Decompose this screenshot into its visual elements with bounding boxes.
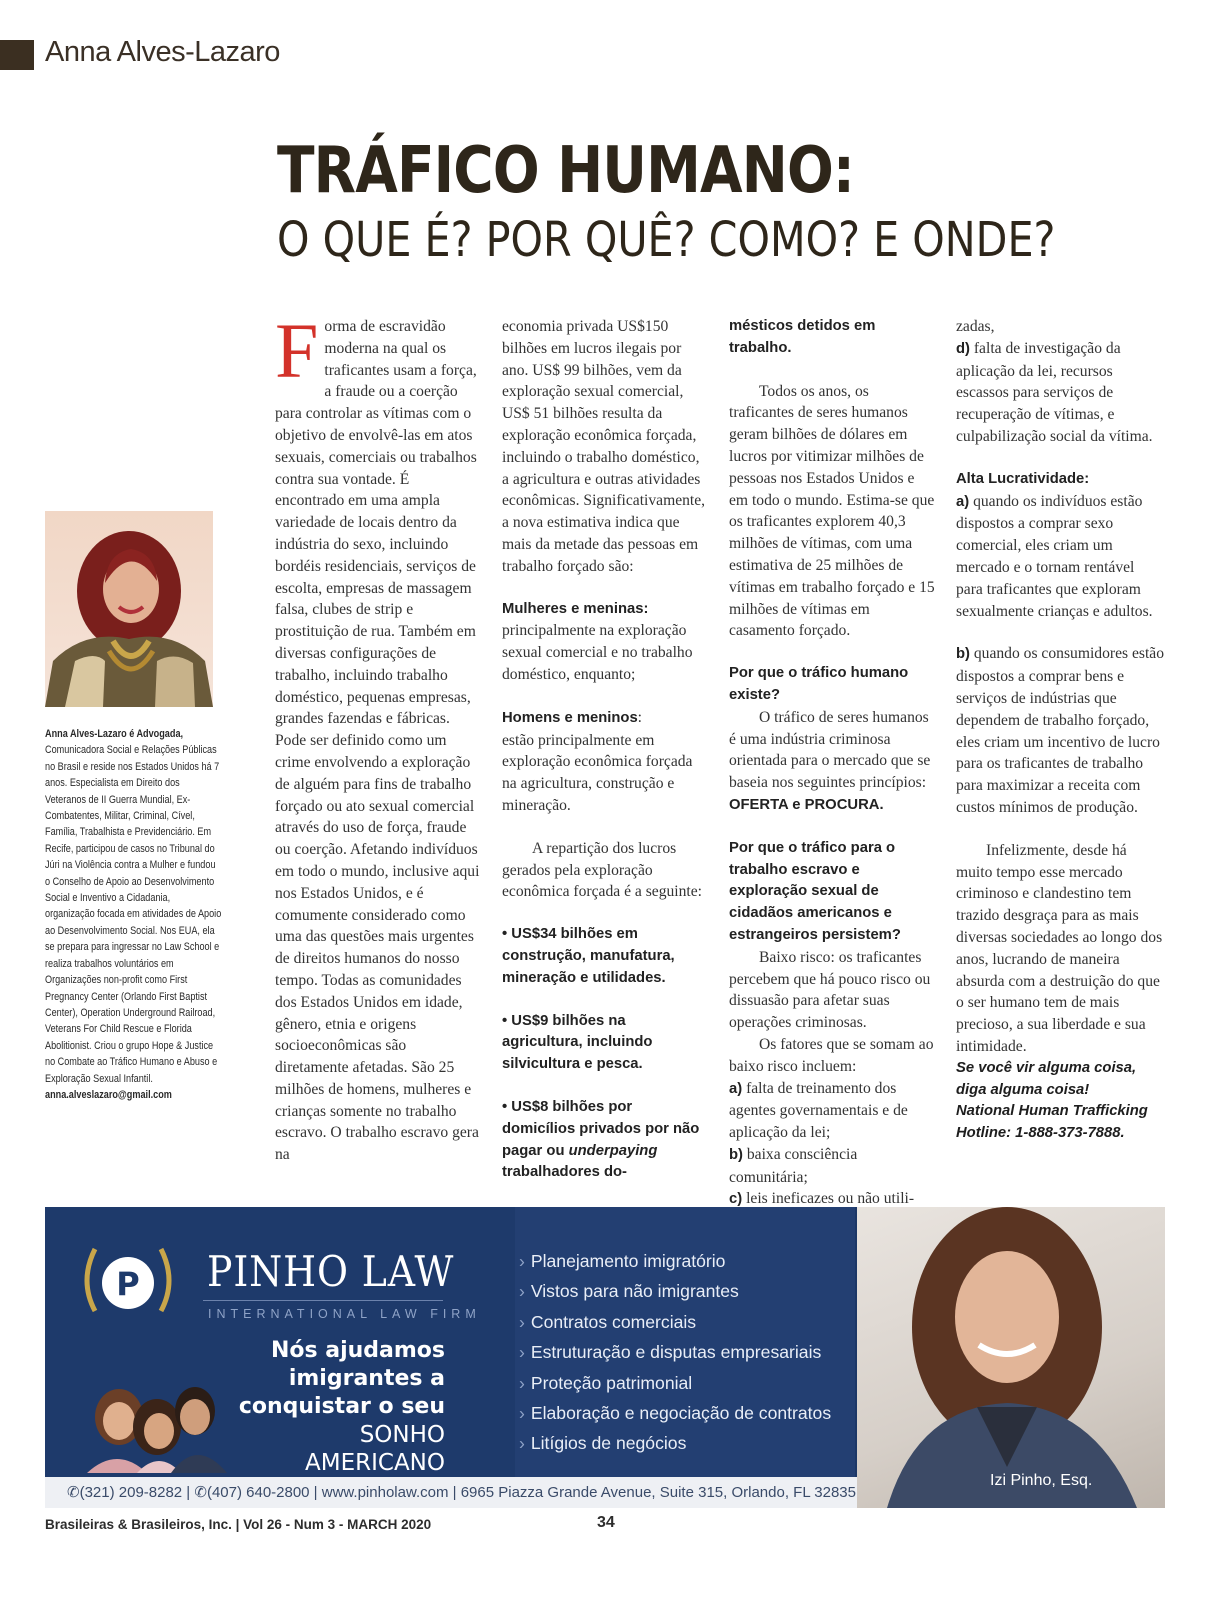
col2-bullet-3-em: underpaying xyxy=(568,1142,658,1159)
author-photo xyxy=(45,511,213,707)
service-item: › Contratos comerciais xyxy=(519,1307,831,1337)
col4-paragraph-0: zadas, xyxy=(956,318,995,335)
col3-supply-demand: OFERTA e PROCURA. xyxy=(729,796,884,813)
col2-bullet-1: • US$34 bilhões em construção, manufatura, mineração e utilidades. xyxy=(502,926,675,986)
col3-item-a-label: a) xyxy=(729,1080,743,1097)
article-column-1 xyxy=(275,307,481,1166)
col3-item-c-label: c) xyxy=(729,1191,743,1208)
slogan-line-1: Nós ajudamos xyxy=(270,1338,445,1363)
col3-paragraph-1: Todos os anos, os traficantes de seres humanos geram bilhões de dólares em lucros por vitimizar milhões de pessoas nos Estados Unidos e em todo o mundo. Estima-se que os traficantes explorem 40,3 milhões de vítimas, com uma estimativa de 25 milhões de vítimas em trabalho forçado e 15 milhões de vítimas em casamento forçado. xyxy=(729,382,935,640)
ad-contact-bar[interactable]: ✆(321) 209-8282 | ✆(407) 640-2800 | www.pinholaw.com | 6965 Piazza Grande Avenue, Suite 315, Orlando, FL 32835 xyxy=(45,1477,857,1508)
slogan-line-4: SONHO AMERICANO xyxy=(305,1422,445,1476)
family-photo xyxy=(67,1375,247,1473)
bio-lead: Anna Alves-Lazaro é Advogada, xyxy=(45,728,184,740)
col2-bullet-3: • US$8 bilhões por domicílios privados por não pagar ou xyxy=(502,1098,700,1159)
slogan-line-2: imigrantes a xyxy=(288,1366,445,1391)
col3-paragraph-4: Os fatores que se somam ao baixo risco incluem: xyxy=(729,1035,934,1075)
article-column-2 xyxy=(502,316,706,1184)
col2-bullet-2: • US$9 bilhões na agricultura, incluindo silvicultura e pesca. xyxy=(502,1012,653,1073)
service-item: › Litígios de negócios xyxy=(519,1428,831,1458)
services-list xyxy=(519,1246,831,1459)
lawyer-name xyxy=(990,1472,1092,1490)
col4-item-d-label: d) xyxy=(956,340,970,357)
col2-paragraph-1: economia privada US$150 bilhões em lucros ilegais por ano. US$ 99 bilhões, vem da exploração sexual comercial, US$ 51 bilhões resulta da exploração econômica forçada, incluindo o trabalho doméstico, a agricultura e outras atividades econômicas. Significativamente, a nova estimativa indica que mais da metade das pessoas em trabalho forçado são: xyxy=(502,318,706,575)
bio-email[interactable]: anna.alveslazaro@gmail.com xyxy=(45,1088,172,1101)
ad-slogan xyxy=(235,1337,445,1477)
col4-item-b: quando os consumidores estão dispostos a comprar bens e serviços de indústrias que dependem de trabalho forçado, eles criam um incentivo de lucro para os traficantes de trabalho para maximizar a receita com custos mínimos de produção. xyxy=(956,645,1164,816)
col3-paragraph-3: Baixo risco: os traficantes percebem que há pouco risco ou dissuasão para afetar suas operações criminosas. xyxy=(729,948,931,1032)
col4-paragraph-2: Infelizmente, desde há muito tempo esse mercado criminoso e clandestino tem trazido desgraça para as mais diversas sociedades ao longo dos anos, lucrando de maneira absurda com a destruição do que o ser humano tem de mais precioso, a sua liberdade e sua intimidade. xyxy=(956,841,1163,1055)
firm-name: PINHO LAW xyxy=(207,1247,455,1296)
drop-cap: F xyxy=(275,307,319,394)
author-bio xyxy=(45,726,221,1103)
col3-item-c: leis ineficazes ou não utili- xyxy=(742,1190,915,1208)
pinho-law-ad[interactable] xyxy=(45,1207,1165,1508)
article-title: TRÁFICO HUMANO: xyxy=(277,134,855,208)
col4-item-a-label: a) xyxy=(956,493,970,510)
firm-tagline: INTERNATIONAL LAW FIRM xyxy=(208,1307,481,1321)
col3-item-b: baixa consciência comunitária; xyxy=(729,1145,858,1186)
col4-item-b-label: b) xyxy=(956,646,970,663)
col2-heading-men: Homens e meninos xyxy=(502,709,638,726)
col3-heading-why-persist: Por que o tráfico para o trabalho escravo e exploração sexual de cidadãos americanos e estrangeiros persistem? xyxy=(729,839,901,943)
col3-bullet-3-continued: mésticos detidos em trabalho. xyxy=(729,318,876,356)
col3-item-a: falta de treinamento dos agentes governamentais e de aplicação da lei; xyxy=(729,1079,908,1142)
col4-heading-profit: Alta Lucratividade: xyxy=(956,470,1090,487)
col1-paragraph: orma de escravidão moderna na qual os traficantes usam a força, a fraude ou a coerção para controlar as vítimas com o objetivo de envolvê-las em atos sexuais, comerciais ou trabalhos contra sua vontade. É encontrado em uma ampla variedade de locais dentro da indústria do sexo, incluindo bordéis residenciais, serviços de escolta, empresas de massagem falsa, clubes de strip e prostituição de rua. Também em diversas configurações de trabalho, incluindo trabalho doméstico, pequenas empresas, grandes fazendas e fábricas. Pode ser definido como um crime envolvendo a exploração de alguém para fins de trabalho forçado ou ato sexual comercial através do uso de força, fraude ou coerção. Afetando indivíduos em todo o mundo, inclusive aqui nos Estados Unidos, e é comumente considerado como uma das questões mais urgentes de direitos humanos do nosso tempo. Todas as comunidades dos Estados Unidos em idade, gênero, etnia e origens socioeconômicas são diretamente afetadas. São 25 milhões de homens, mulheres e crianças somente no trabalho escravo. O trabalho escravo gera na xyxy=(275,318,480,1164)
service-item: › Vistos para não imigrantes xyxy=(519,1276,831,1306)
author-heading: Anna Alves-Lazaro xyxy=(45,36,280,68)
col3-item-b-label: b) xyxy=(729,1146,743,1163)
col2-heading-women: Mulheres e meninas: xyxy=(502,600,649,617)
col2-bullet-3-end: trabalhadores do- xyxy=(502,1164,627,1181)
col4-item-a: quando os indivíduos estão dispostos a comprar sexo comercial, eles criam um mercado e o tornam rentável para traficantes que exploram sexualmente crianças e adultos. xyxy=(956,492,1153,620)
article-column-3 xyxy=(729,316,935,1211)
service-item: › Proteção patrimonial xyxy=(519,1368,831,1398)
header-bar xyxy=(0,40,34,70)
slogan-line-3: conquistar o seu xyxy=(238,1394,445,1419)
ad-lawyer-photo xyxy=(857,1207,1165,1508)
article-subtitle: O QUE É? POR QUÊ? COMO? E ONDE? xyxy=(277,212,1056,268)
col4-item-d: falta de investigação da aplicação da lei, recursos escassos para serviços de recuperação de vítimas, e culpabilização social da vítima. xyxy=(956,339,1153,445)
article-column-4 xyxy=(956,316,1164,1145)
service-item: › Estruturação e disputas empresariais xyxy=(519,1337,831,1367)
col2-paragraph-4: A repartição dos lucros gerados pela exploração econômica forçada é a seguinte: xyxy=(502,839,703,901)
svg-text:P: P xyxy=(116,1265,140,1303)
page-number: 34 xyxy=(597,1514,615,1531)
col2-heading-men-colon: : xyxy=(637,708,643,726)
publication-footer: Brasileiras & Brasileiros, Inc. | Vol 26 - Num 3 - MARCH 2020 xyxy=(45,1517,432,1532)
firm-divider xyxy=(203,1300,443,1301)
lawyer-suffix: , Esq. xyxy=(1051,1472,1093,1489)
col4-callout-hotline: National Human Trafficking Hotline: 1-888-373-7888. xyxy=(956,1103,1148,1142)
service-item: › Elaboração e negociação de contratos xyxy=(519,1398,831,1428)
service-item: › Planejamento imigratório xyxy=(519,1246,831,1276)
lawyer-name-text: Izi Pinho xyxy=(990,1472,1052,1489)
laurel-logo-icon xyxy=(73,1231,183,1327)
col2-paragraph-3: estão principalmente em exploração econômica forçada na agricultura, construção e mineração. xyxy=(502,731,693,814)
col3-heading-why-exists: Por que o tráfico humano existe? xyxy=(729,665,909,703)
col4-callout-1: Se você vir alguma coisa, diga alguma coisa! xyxy=(956,1059,1137,1098)
bio-text: Comunicadora Social e Relações Públicas no Brasil e reside nos Estados Unidos há 7 anos. Especialista em Direito dos Veteranos de II Guerra Mundial, Ex-Combatentes, Militar, Criminal, Cível, Família, Trabalhista e Previdenciário. Em Recife, participou de casos no Tribunal do Júri na Violência contra a Mulher e fundou o Conselho de Apoio ao Desenvolvimento Social e Inventivo a Cidadania, organização focada em atividades de Apoio ao Desenvolvimento Social. Nos EUA, ela se prepara para ingressar no Law School e realiza trabalhos voluntários em Organizações non-profit como First Pregnancy Center (Orlando First Baptist Center), Operation Underground Railroad, Veterans For Child Rescue e Florida Abolitionist. Criou o grupo Hope & Justice no Combate ao Tráfico Humano e Abuso e Exploração Sexual Infantil. xyxy=(45,744,222,1085)
col2-paragraph-2: principalmente na exploração sexual comercial e no trabalho doméstico, enquanto; xyxy=(502,622,693,683)
col3-paragraph-2: O tráfico de seres humanos é uma indústria criminosa orientada para o mercado que se baseia nos seguintes princípios: xyxy=(729,708,931,792)
